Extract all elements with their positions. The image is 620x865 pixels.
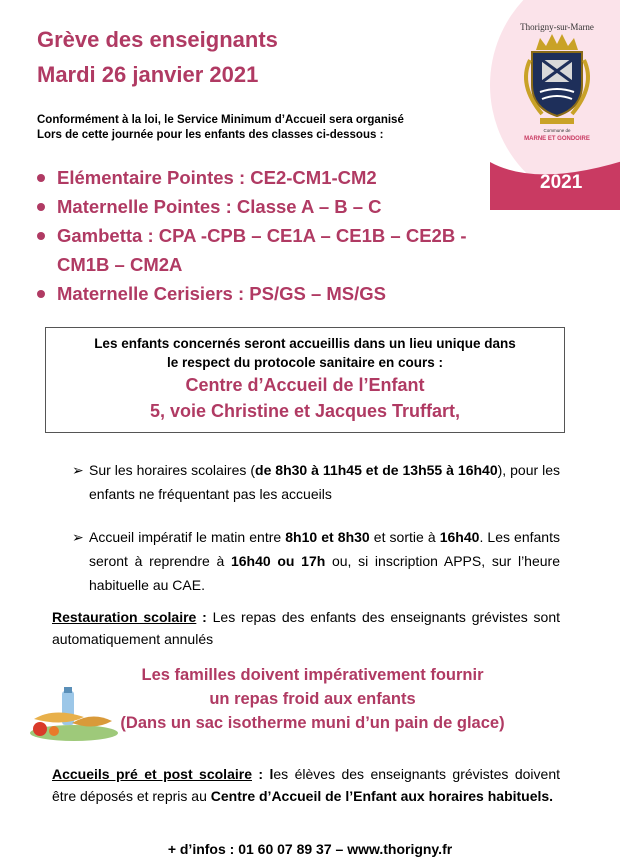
page-date: Mardi 26 janvier 2021 xyxy=(37,62,259,87)
bullet-icon xyxy=(37,232,45,240)
arrow-bullet-icon: ➢ xyxy=(72,529,84,545)
families-notice xyxy=(50,663,575,735)
intro-line-2: Lors de cette journée pour les enfants des classes ci-dessous : xyxy=(37,129,384,141)
families-line-3: (Dans un sac isotherme muni d’un pain de glace) xyxy=(120,714,505,732)
page-title: Grève des enseignants xyxy=(37,27,278,52)
schedule-item-2: ➢ Accueil impératif le matin entre 8h10 et 8h30 et sortie à 16h40. Les enfants seront à reprendre à 16h40 ou 17h ou, si inscription APPS, sur l’heure habituelle au CAE. xyxy=(72,525,560,597)
year-badge: 2021 xyxy=(540,172,583,193)
footer-contact: + d’infos : 01 60 07 89 37 – www.thorigny.fr xyxy=(167,841,453,857)
list-item: Gambetta : CPA -CPB – CE1A – CE1B – CE2B - xyxy=(37,221,477,250)
intro-line-1: Conformément à la loi, le Service Minimum d’Accueil sera organisé xyxy=(37,114,404,126)
box-place: Centre d’Accueil de l’Enfant xyxy=(185,375,425,395)
list-item: Elémentaire Pointes : CE2-CM1-CM2 xyxy=(37,163,477,192)
list-item-continued: CM1B – CM2A xyxy=(57,254,183,275)
crest-caption: MARNE ET GONDOIRE xyxy=(524,136,590,142)
accueils-label: Accueils pré et post scolaire xyxy=(52,766,252,782)
bullet-icon xyxy=(37,203,45,211)
box-line-2: le respect du protocole sanitaire en cours : xyxy=(166,355,444,370)
list-item: Maternelle Pointes : Classe A – B – C xyxy=(37,192,477,221)
location-box xyxy=(45,327,565,433)
bullet-icon xyxy=(37,290,45,298)
box-address: 5, voie Christine et Jacques Truffart, xyxy=(149,401,461,421)
families-line-2: un repas froid aux enfants xyxy=(209,690,416,708)
bullet-icon xyxy=(37,174,45,182)
accueils-paragraph: Accueils pré et post scolaire : les élèves des enseignants grévistes doivent être déposés et repris au Centre d’Accueil de l’Enfant aux horaires habituels. xyxy=(52,766,560,804)
crest-town-label: Thorigny-sur-Marne xyxy=(520,22,594,32)
restauration-label: Restauration scolaire xyxy=(52,609,197,625)
families-line-1: Les familles doivent impérativement fournir xyxy=(141,666,484,684)
crest-caption-small: Commune de xyxy=(543,128,571,133)
restauration-paragraph: Restauration scolaire : Les repas des enfants des enseignants grévistes sont automatiquement annulés xyxy=(52,609,561,647)
box-line-1: Les enfants concernés seront accueillis dans un lieu unique dans xyxy=(94,336,516,351)
schedule-item-1: ➢ Sur les horaires scolaires (de 8h30 à 11h45 et de 13h55 à 16h40), pour les enfants ne fréquentant pas les accueils xyxy=(72,458,560,506)
list-item: Maternelle Cerisiers : PS/GS – MS/GS xyxy=(37,279,477,308)
intro-text xyxy=(37,113,404,143)
arrow-bullet-icon: ➢ xyxy=(72,462,84,478)
schools-list xyxy=(37,163,477,308)
